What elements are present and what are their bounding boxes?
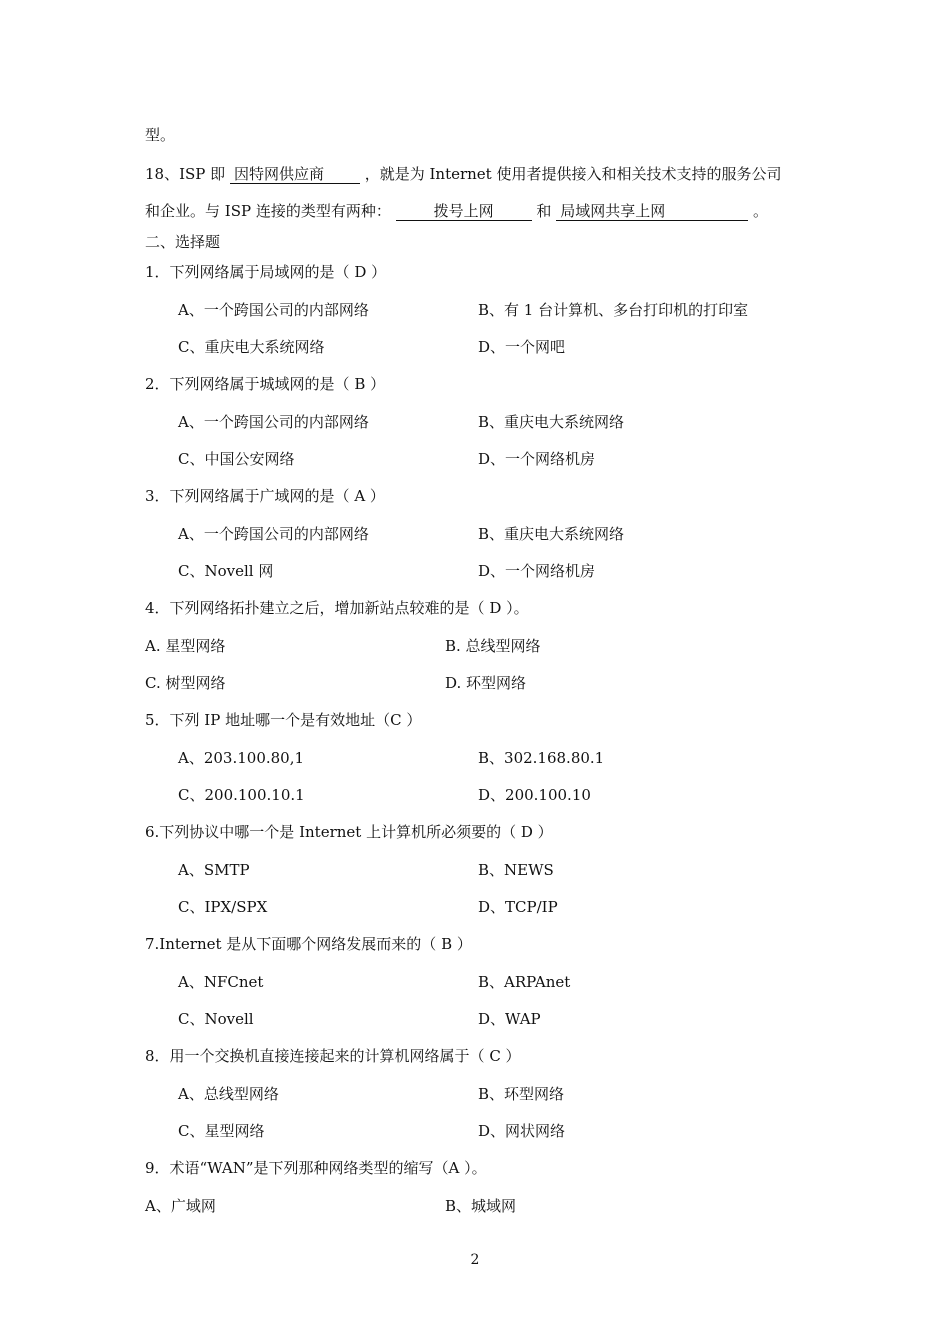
question-3-stem: 3．下列网络属于广域网的是（ A ） bbox=[145, 487, 385, 505]
question-5-option-a: A、203.100.80,1 bbox=[178, 749, 305, 767]
question-1-option-a: A、一个跨国公司的内部网络 bbox=[178, 301, 369, 319]
question-9-option-b: B、城域网 bbox=[445, 1197, 517, 1215]
question-4-option-b: B. 总线型网络 bbox=[445, 637, 541, 655]
question-6-option-b: B、NEWS bbox=[478, 861, 554, 879]
section-title: 二、选择题 bbox=[145, 233, 221, 251]
q18-text-5: 。 bbox=[752, 202, 768, 220]
question-6-stem: 6.下列协议中哪一个是 Internet 上计算机所必须要的（ D ） bbox=[145, 823, 553, 841]
question-3-option-a: A、一个跨国公司的内部网络 bbox=[178, 525, 369, 543]
question-8-option-c: C、星型网络 bbox=[178, 1122, 265, 1140]
q18-text-1: 18、ISP 即 bbox=[145, 165, 226, 183]
question-5-stem: 5．下列 IP 地址哪一个是有效地址（C ） bbox=[145, 711, 422, 729]
question-4-stem: 4．下列网络拓扑建立之后，增加新站点较难的是（ D ）。 bbox=[145, 599, 529, 617]
question-9-option-a: A、广域网 bbox=[145, 1197, 216, 1215]
question-4-option-d: D. 环型网络 bbox=[445, 674, 527, 692]
q18-answer-3: 局域网共享上网 bbox=[556, 202, 748, 221]
q18-answer-2: 拨号上网 bbox=[396, 202, 532, 221]
question-3-option-d: D、一个网络机房 bbox=[478, 562, 596, 580]
q18-text-3: 和企业。与 ISP 连接的类型有两种： bbox=[145, 202, 391, 220]
question-8-option-a: A、总线型网络 bbox=[178, 1085, 279, 1103]
question-7-option-c: C、Novell bbox=[178, 1010, 254, 1028]
question-2-option-c: C、中国公安网络 bbox=[178, 450, 295, 468]
question-2-option-b: B、重庆电大系统网络 bbox=[478, 413, 625, 431]
question-7-option-d: D、WAP bbox=[478, 1010, 541, 1028]
q18-answer-1: 因特网供应商 bbox=[230, 165, 360, 184]
question-6-option-c: C、IPX/SPX bbox=[178, 898, 268, 916]
question-1-stem: 1．下列网络属于局域网的是（ D ） bbox=[145, 263, 387, 281]
question-4-option-a: A. 星型网络 bbox=[145, 637, 226, 655]
question-1-option-d: D、一个网吧 bbox=[478, 338, 566, 356]
question-2-option-a: A、一个跨国公司的内部网络 bbox=[178, 413, 369, 431]
question-5-option-c: C、200.100.10.1 bbox=[178, 786, 305, 804]
question-2-stem: 2．下列网络属于城域网的是（ B ） bbox=[145, 375, 386, 393]
question-5-option-b: B、302.168.80.1 bbox=[478, 749, 605, 767]
question-2-option-d: D、一个网络机房 bbox=[478, 450, 596, 468]
question-9-stem: 9．术语“WAN”是下列那种网络类型的缩写（A ）。 bbox=[145, 1159, 487, 1177]
page-number: 2 bbox=[470, 1252, 480, 1268]
question-7-option-a: A、NFCnet bbox=[178, 973, 264, 991]
question-6-option-d: D、TCP/IP bbox=[478, 898, 558, 916]
q18-text-4: 和 bbox=[536, 202, 552, 220]
question-5-option-d: D、200.100.10 bbox=[478, 786, 591, 804]
question-3-option-c: C、Novell 网 bbox=[178, 562, 274, 580]
question-8-option-d: D、网状网络 bbox=[478, 1122, 566, 1140]
question-3-option-b: B、重庆电大系统网络 bbox=[478, 525, 625, 543]
question-7-stem: 7.Internet 是从下面哪个网络发展而来的（ B ） bbox=[145, 935, 472, 953]
continuation-text: 型。 bbox=[145, 126, 176, 144]
q18-line-2 bbox=[145, 201, 768, 221]
question-8-option-b: B、环型网络 bbox=[478, 1085, 565, 1103]
question-1-option-b: B、有 1 台计算机、多台打印机的打印室 bbox=[478, 301, 749, 319]
q18-text-2: ，就是为 Internet 使用者提供接入和相关技术支持的服务公司 bbox=[364, 165, 782, 183]
question-8-stem: 8．用一个交换机直接连接起来的计算机网络属于（ C ） bbox=[145, 1047, 521, 1065]
question-7-option-b: B、ARPAnet bbox=[478, 973, 571, 991]
question-4-option-c: C. 树型网络 bbox=[145, 674, 226, 692]
q18-line-1 bbox=[145, 164, 781, 184]
question-6-option-a: A、SMTP bbox=[178, 861, 250, 879]
question-1-option-c: C、重庆电大系统网络 bbox=[178, 338, 325, 356]
